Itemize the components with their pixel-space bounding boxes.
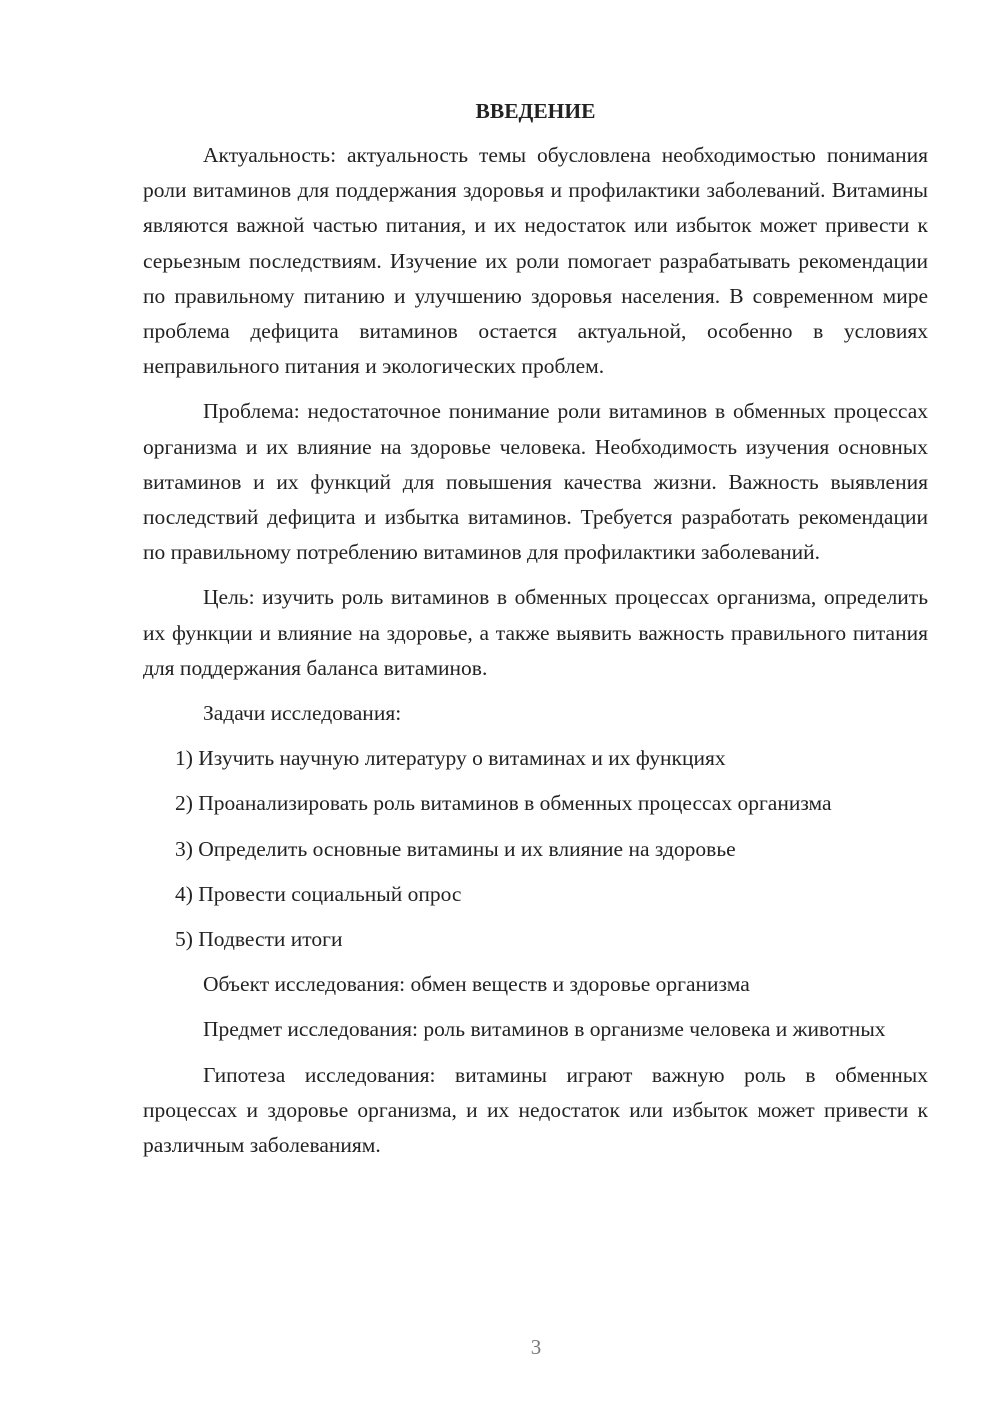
tasks-title: Задачи исследования: (203, 701, 402, 726)
subject-paragraph: Предмет исследования: роль витаминов в организме человека и животных (203, 1017, 886, 1042)
page-number: 3 (530, 1335, 542, 1359)
problem-paragraph: Проблема: недостаточное понимание роли витаминов в обменных процессах организма и их влияние на здоровье человека. Необходимость изучения основных витаминов и их функций для повышения качества жизни. Важность выявления последствий дефицита и избытка витаминов. Требуется разработать рекомендации по правильному потреблению витаминов для профилактики заболеваний. (143, 399, 928, 565)
document-body (143, 96, 928, 1173)
section-heading: ВВЕДЕНИЕ (475, 99, 596, 123)
object-paragraph: Объект исследования: обмен веществ и здоровье организма (203, 972, 750, 997)
task-item: 4) Провести социальный опрос (175, 881, 462, 906)
goal-paragraph: Цель: изучить роль витаминов в обменных процессах организма, определить их функции и влияние на здоровье, а также выявить важность правильного питания для поддержания баланса витаминов. (143, 585, 928, 680)
task-item: 3) Определить основные витамины и их влияние на здоровье (175, 836, 736, 861)
task-item: 1) Изучить научную литературу о витаминах и их функциях (175, 746, 726, 771)
hypothesis-paragraph: Гипотеза исследования: витамины играют важную роль в обменных процессах и здоровье организма, и их недостаток или избыток может привести к различным заболеваниям. (143, 1062, 928, 1158)
task-item: 2) Проанализировать роль витаминов в обменных процессах организма (175, 791, 832, 816)
task-item: 5) Подвести итоги (175, 927, 343, 952)
relevance-paragraph: Актуальность: актуальность темы обусловлена необходимостью понимания роли витаминов для поддержания здоровья и профилактики заболеваний. Витамины являются важной частью питания, и их недостаток или избыток может привести к серьезным последствиям. Изучение их роли помогает разрабатывать рекомендации по правильному питанию и улучшению здоровья населения. В современном мире проблема дефицита витаминов остается актуальной, особенно в условиях неправильного питания и экологических проблем. (143, 143, 928, 379)
